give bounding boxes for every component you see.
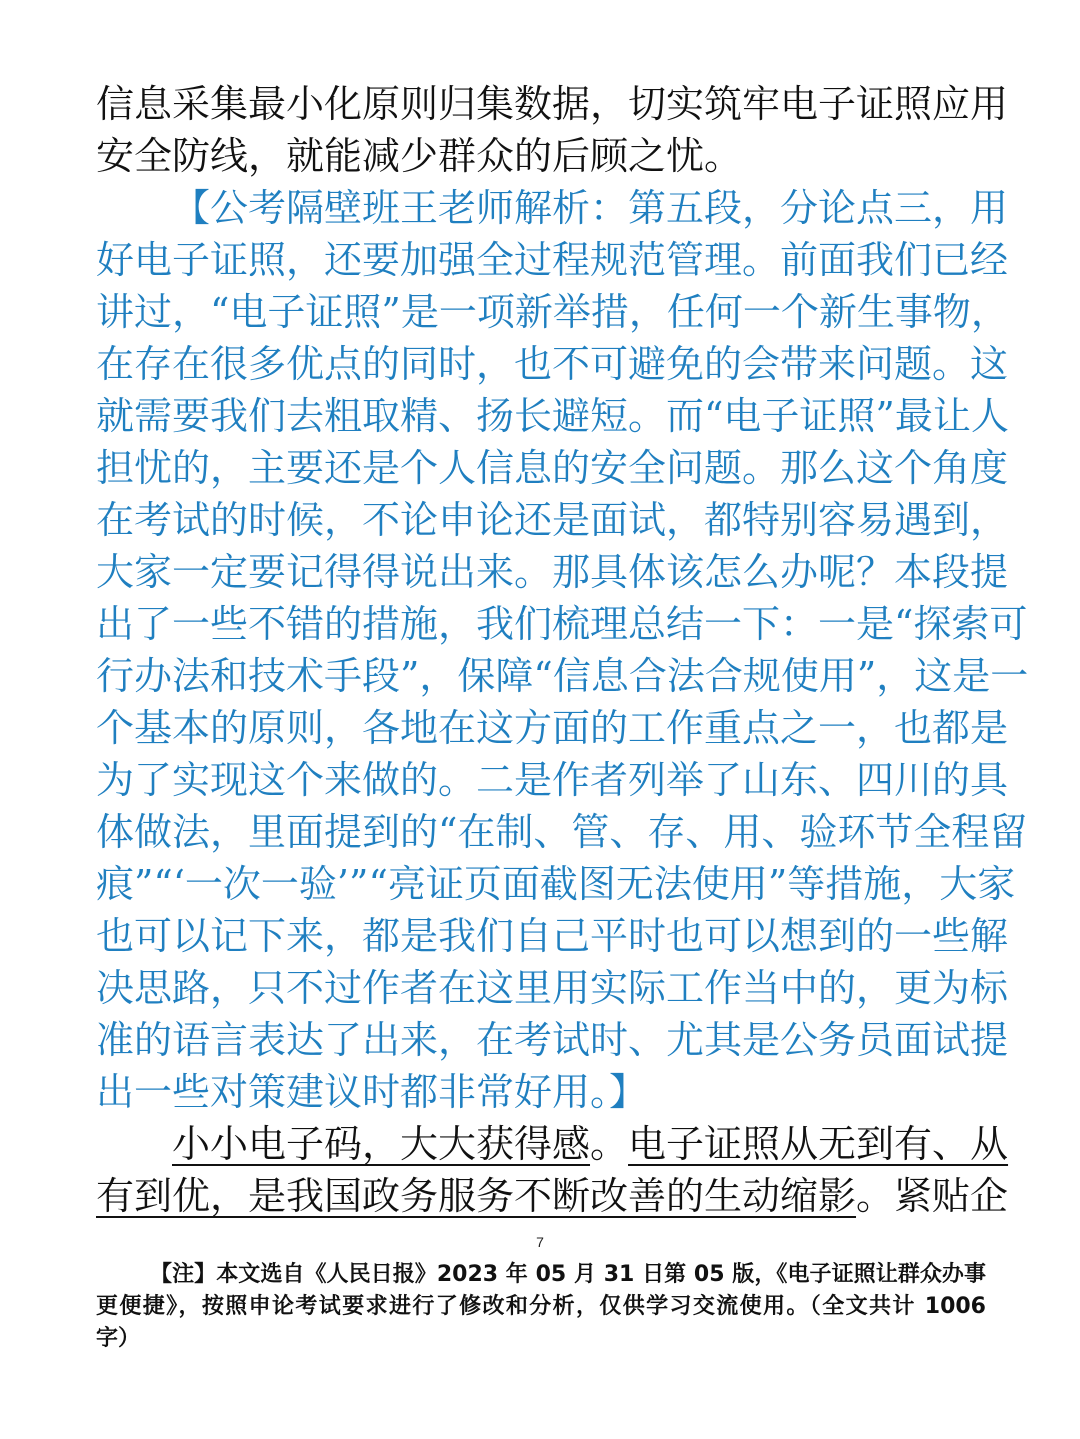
analysis-text-line: 行办法和技术手段”，保障“信息合法合规使用”，这是一	[96, 654, 1029, 698]
footnote-line: 【注】本文选自《人民日报》2023 年 05 月 31 日第 05 版，《电子证照让群众办事	[150, 1262, 986, 1287]
closing-text-line	[96, 1170, 1009, 1222]
analysis-text-line: 在考试的时候，不论申论还是面试，都特别容易遇到，	[96, 498, 1009, 542]
underlined-phrase: 有到优，是我国政务服务不断改善的生动缩影	[96, 1174, 857, 1218]
page-number: 7	[536, 1234, 544, 1250]
underlined-phrase: 电子证照从无到有、从	[628, 1122, 1009, 1166]
analysis-text-line: 体做法，里面提到的“在制、管、存、用、验环节全程留	[96, 810, 1028, 854]
analysis-text-line: 【公考隔壁班王老师解析：第五段，分论点三，用	[172, 186, 1009, 230]
analysis-text-line: 出一些对策建议时都非常好用。】	[96, 1070, 648, 1114]
analysis-text-line: 担忧的，主要还是个人信息的安全问题。那么这个角度	[96, 446, 1009, 490]
closing-text-line	[172, 1118, 1009, 1170]
body-text-line: 安全防线，就能减少群众的后顾之忧。	[96, 134, 743, 178]
analysis-text-line: 好电子证照，还要加强全过程规范管理。前面我们已经	[96, 238, 1009, 282]
analysis-text-line: 为了实现这个来做的。二是作者列举了山东、四川的具	[96, 758, 1009, 802]
analysis-text-line: 个基本的原则，各地在这方面的工作重点之一，也都是	[96, 706, 1009, 750]
analysis-text-line: 准的语言表达了出来，在考试时、尤其是公务员面试提	[96, 1018, 1009, 1062]
underlined-phrase: 小小电子码，大大获得感	[172, 1122, 591, 1166]
analysis-text-line: 讲过，“电子证照”是一项新举措，任何一个新生事物，	[96, 290, 1009, 334]
analysis-text-line: 在存在很多优点的同时，也不可避免的会带来问题。这	[96, 342, 1009, 386]
analysis-text-line: 也可以记下来，都是我们自己平时也可以想到的一些解	[96, 914, 1009, 958]
footnote-line: 更便捷》，按照申论考试要求进行了修改和分析，仅供学习交流使用。（全文共计 1006	[96, 1294, 986, 1319]
analysis-text-line: 痕”“‘一次一验’”“亮证页面截图无法使用”等措施，大家	[96, 862, 1016, 906]
closing-text-tail: 。紧贴企	[856, 1174, 1009, 1218]
analysis-text-line: 就需要我们去粗取精、扬长避短。而“电子证照”最让人	[96, 394, 1009, 438]
analysis-text-line: 大家一定要记得得说出来。那具体该怎么办呢？本段提	[96, 550, 1009, 594]
analysis-text-line: 决思路，只不过作者在这里用实际工作当中的，更为标	[96, 966, 1009, 1010]
punctuation: 。	[590, 1122, 629, 1166]
footnote-line: 字）	[96, 1326, 141, 1351]
analysis-text-line: 出了一些不错的措施，我们梳理总结一下：一是“探索可	[96, 602, 1028, 646]
body-text-line: 信息采集最小化原则归集数据，切实筑牢电子证照应用	[96, 82, 1009, 126]
